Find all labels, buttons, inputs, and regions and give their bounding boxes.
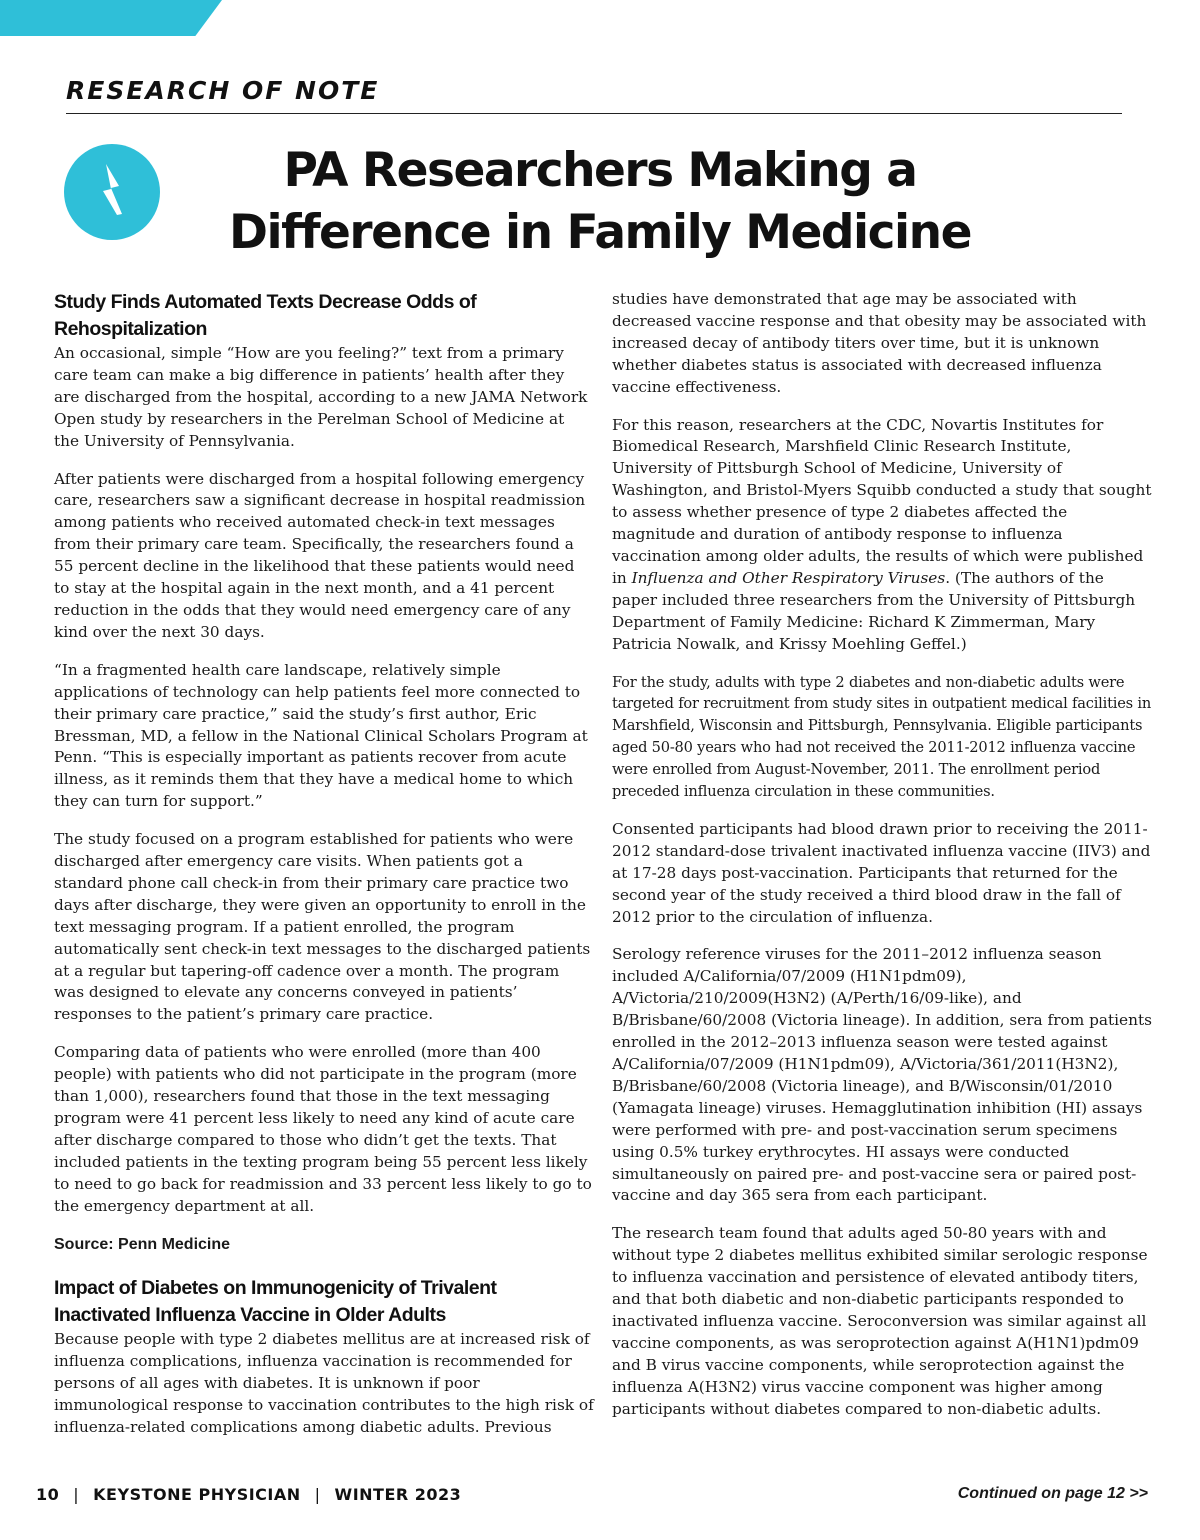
page-title-line-1: PA Researchers Making a	[283, 143, 917, 198]
article-1-heading: Study Finds Automated Texts Decrease Odds of Rehospitalization	[54, 291, 477, 340]
article-2-text: For this reason, researchers at the CDC, Novartis Institutes for Biomedical Research, Marshfield Clinic Research Institute, University of Pittsburgh School of Medicine, University of Washington, and Bristol-Myers Squibb conducted a study that sought to assess whether presence of type 2 diabetes affected the magnitude and duration of antibody response to influenza vaccination among older adults, the results of which were published in	[612, 415, 1152, 587]
issue-date: WINTER 2023	[334, 1485, 462, 1504]
footer-separator: |	[314, 1485, 321, 1504]
continued-link[interactable]: Continued on page 12 >>	[957, 1485, 1148, 1502]
top-accent-bar	[0, 0, 222, 36]
article-1-paragraph: An occasional, simple “How are you feeling?” text from a primary care team can make a big difference in patients’ health after they are discharged from the hospital, according to a new JAMA Network Open study by researchers in the Perelman School of Medicine at the University of Pennsylvania.	[54, 344, 588, 450]
article-2-text: . (The authors of the paper included three researchers from the University of Pittsburgh Department of Family Medicine: Richard K Zimmerman, Mary Patricia Nowalk, and Krissy Moehling Geffel.)	[612, 568, 1136, 653]
page-footer	[36, 1485, 461, 1504]
article-1-source: Source: Penn Medicine	[54, 1235, 231, 1253]
article-2-paragraph: Consented participants had blood drawn prior to receiving the 2011-2012 standard-dose trivalent inactivated influenza vaccine (IIV3) and at 17-28 days post-vaccination. Participants that returned for the second year of the study received a third blood draw in the fall of 2012 prior to the circulation of influenza.	[612, 819, 1151, 926]
page-title	[190, 140, 1010, 264]
page-number: 10	[36, 1485, 60, 1504]
article-2-paragraph: For the study, adults with type 2 diabetes and non-diabetic adults were targeted for recruitment from study sites in outpatient medical facilities in Marshfield, Wisconsin and Pittsburgh, Pennsylvania. Eligible participants aged 50-80 years who had not received the 2011-2012 influenza vaccine were enrolled from August-November, 2011. The enrollment period preceded influenza circulation in these communities.	[612, 673, 1152, 801]
footer-separator: |	[73, 1485, 80, 1504]
section-divider	[66, 113, 1122, 114]
article-2-paragraph: studies have demonstrated that age may be associated with decreased vaccine response and that obesity may be associated with increased decay of antibody titers over time, but it is unknown whether diabetes status is associated with decreased influenza vaccine effectiveness.	[612, 290, 1147, 396]
article-2-paragraph: Because people with type 2 diabetes mellitus are at increased risk of influenza complications, influenza vaccination is recommended for persons of all ages with diabetes. It is unknown if poor immunological response to vaccination contributes to the high risk of influenza-related complications among diabetic adults. Previous	[54, 1330, 594, 1437]
article-1-paragraph: “In a fragmented health care landscape, relatively simple applications of technology can help patients feel more connected to their primary care practice,” said the study’s first author, Eric Bressman, MD, a fellow in the National Clinical Scholars Program at Penn. “This is especially important as patients recover from acute illness, as it reminds them that they have a medical home to which they can turn for support.”	[54, 660, 588, 811]
article-2-paragraph: Serology reference viruses for the 2011–2012 influenza season included A/California/07/2009 (H1N1pdm09), A/Victoria/210/2009(H3N2) (A/Perth/16/09-like), and B/Brisbane/60/2008 (Victoria lineage). In addition, sera from patients enrolled in the 2012–2013 influenza season were tested against A/California/07/2009 (H1N1pdm09), A/Victoria/361/2011(H3N2), B/Brisbane/60/2008 (Victoria lineage), and B/Wisconsin/01/2010 (Yamagata lineage) viruses. Hemagglutination inhibition (HI) assays were performed with pre- and post-vaccination serum specimens using 0.5% turkey erythrocytes. HI assays were conducted simultaneously on paired pre- and post-vaccine sera or paired post-vaccine and day 365 sera from each participant.	[612, 945, 1152, 1205]
article-2-paragraph: The research team found that adults aged 50-80 years with and without type 2 diabetes mellitus exhibited similar serologic response to influenza vaccination and persistence of elevated antibody titers, and that both diabetic and non-diabetic participants responded to inactivated influenza vaccine. Seroconversion was similar against all vaccine components, as was seroprotection against A(H1N1)pdm09 and B virus vaccine components, while seroprotection against the influenza A(H3N2) virus vaccine component was higher among participants without diabetes compared to non-diabetic adults.	[612, 1224, 1148, 1418]
publication-name: KEYSTONE PHYSICIAN	[93, 1485, 301, 1504]
article-2-paragraph	[612, 415, 1152, 656]
article-1-paragraph: The study focused on a program established for patients who were discharged after emergency care visits. When patients got a standard phone call check-in from their primary care practice two days after discharge, they were given an opportunity to enroll in the text messaging program. If a patient enrolled, the program automatically sent check-in text messages to the discharged patients at a regular but tapering-off cadence over a month. The program was designed to elevate any concerns conveyed in patients’ responses to the patient’s primary care practice.	[54, 830, 591, 1024]
left-column	[54, 289, 594, 1455]
journal-name: Influenza and Other Respiratory Viruses	[631, 568, 946, 587]
lightning-bolt-icon	[64, 144, 160, 240]
right-column	[612, 289, 1152, 1437]
section-label: RESEARCH OF NOTE	[66, 76, 380, 105]
article-2-heading: Impact of Diabetes on Immunogenicity of Trivalent Inactivated Influenza Vaccine in Older Adults	[54, 1277, 497, 1327]
article-1-paragraph: After patients were discharged from a hospital following emergency care, researchers saw a significant decrease in hospital readmission among patients who received automated check-in text messages from their primary care team. Specifically, the researchers found a 55 percent decline in the likelihood that these patients would need to stay at the hospital again in the next month, and a 41 percent reduction in the odds that they would need emergency care of any kind over the next 30 days.	[54, 469, 586, 641]
article-1-paragraph: Comparing data of patients who were enrolled (more than 400 people) with patients who did not participate in the program (more than 1,000), researchers found that those in the text messaging program were 41 percent less likely to need any kind of acute care after discharge compared to those who didn’t get the texts. That included patients in the texting program being 55 percent less likely to need to go back for readmission and 33 percent less likely to go to the emergency department at all.	[54, 1043, 592, 1215]
page-title-line-2: Difference in Family Medicine	[229, 205, 971, 260]
